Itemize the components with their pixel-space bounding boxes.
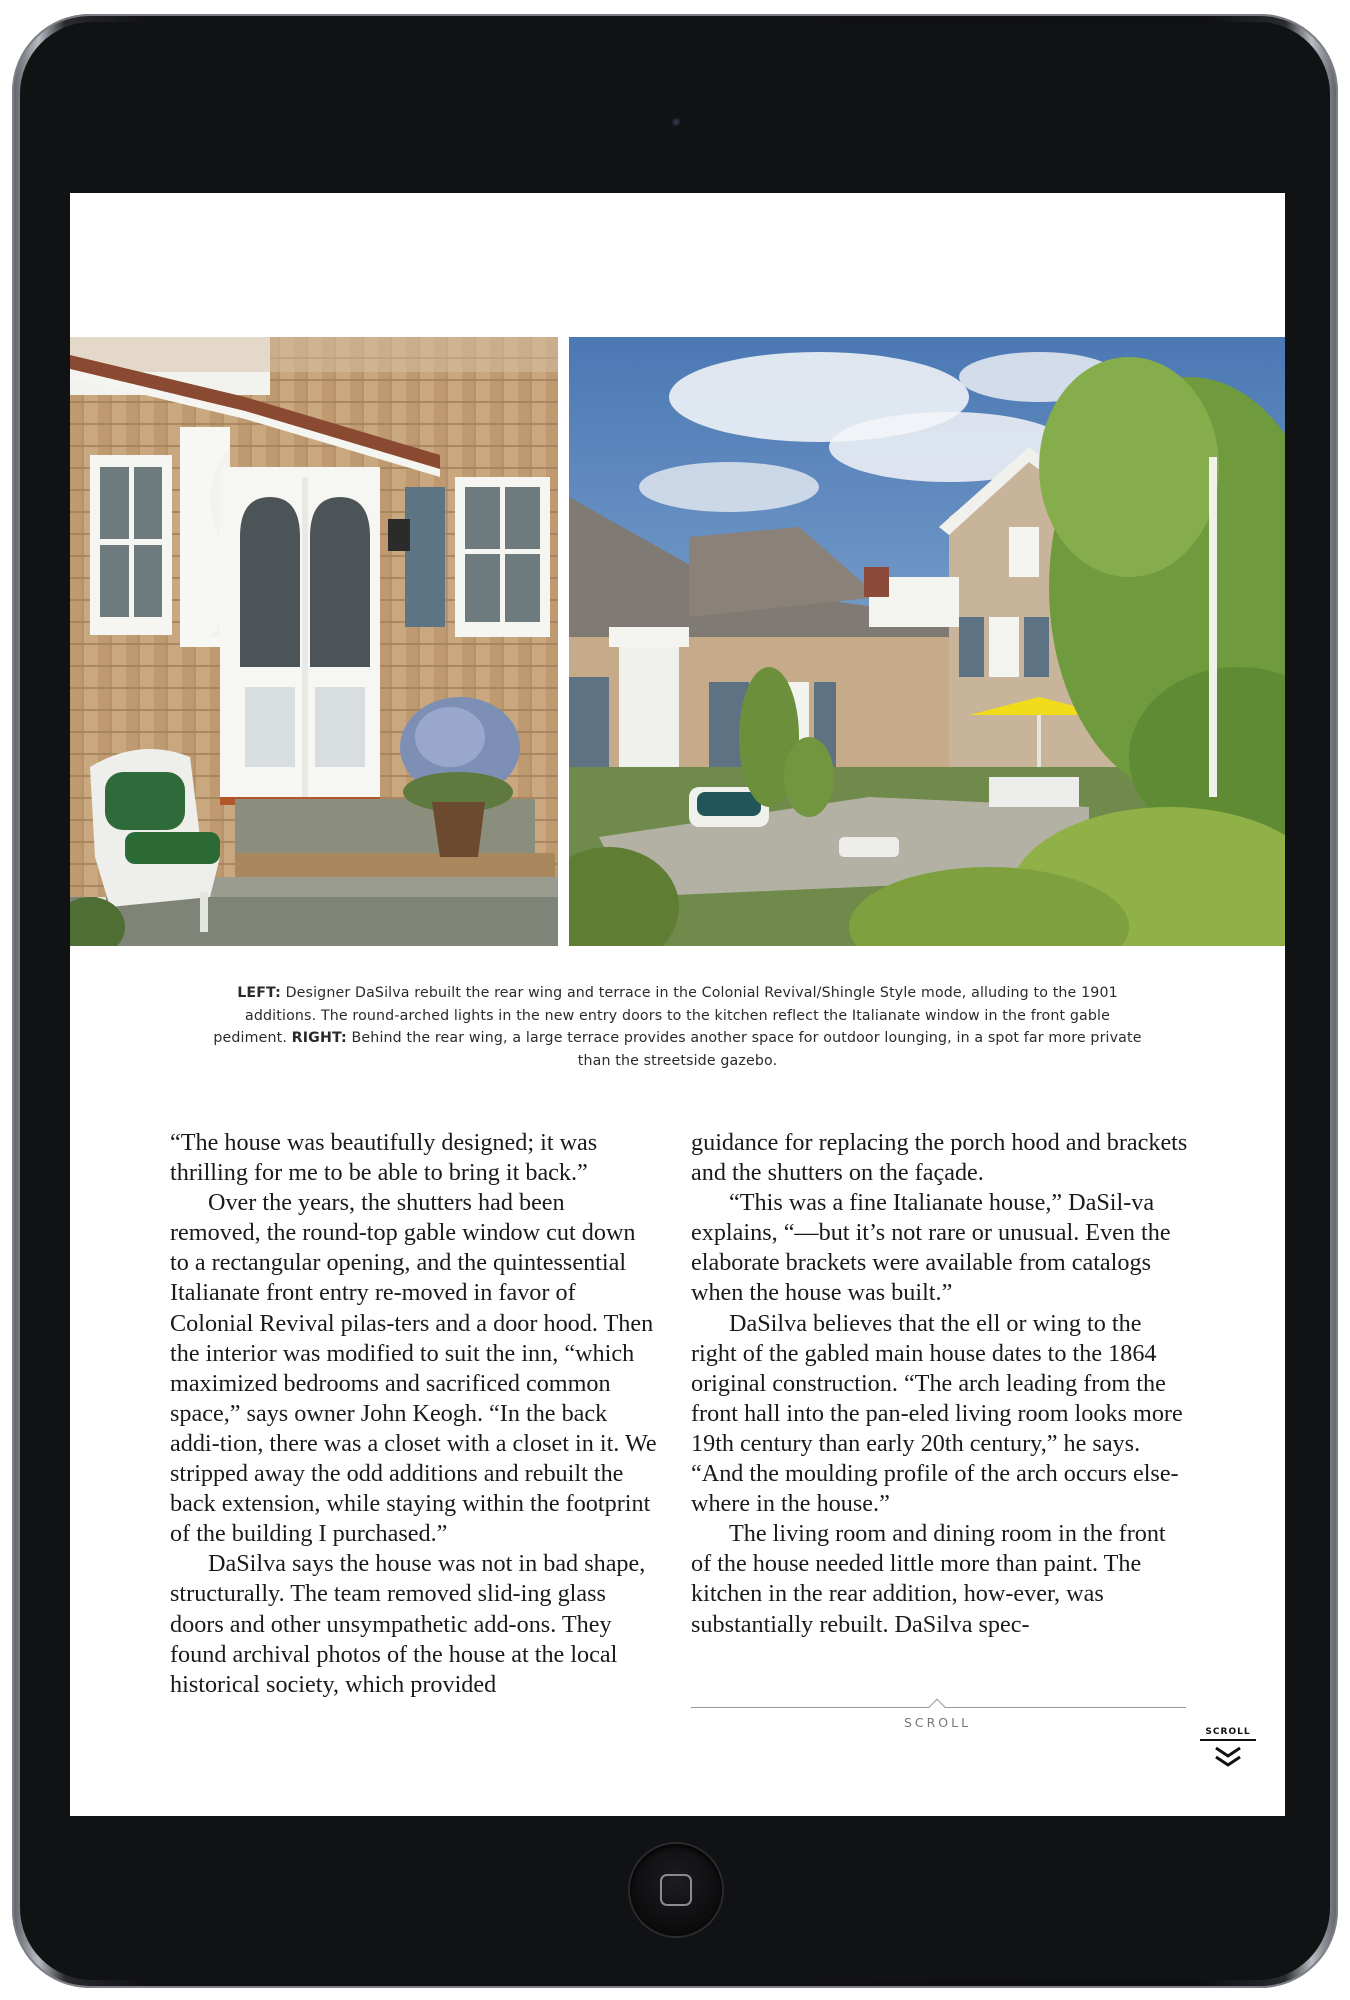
caption-left-tag: LEFT: xyxy=(237,985,281,1001)
photo-right-image xyxy=(569,337,1285,946)
scroll-corner-button[interactable] xyxy=(1200,1727,1256,1769)
article-paragraph: The living room and dining room in the front of the house needed little more than paint. The kitchen in the rear addition, how-ever, was substantially rebuilt. DaSilva spec- xyxy=(691,1520,1166,1638)
scroll-corner-label: SCROLL xyxy=(1200,1727,1256,1741)
article-paragraph: guidance for replacing the porch hood and brackets and the shutters on the façade. xyxy=(691,1129,1188,1187)
article-column-right xyxy=(691,1128,1191,1640)
article-paragraph: DaSilva believes that the ell or wing to the right of the gabled main house dates to the 1864 original construction. “The arch leading from the front hall into the pan-eled living room looks more 19th century than early 20th century,” he says. “And the moulding profile of the arch occurs else-where in the house.” xyxy=(691,1309,1183,1518)
article-paragraph: Over the years, the shutters had been removed, the round-top gable window cut down to a rectangular opening, and the quintessential Italianate front entry re-moved in favor of Colonial Revival pilas-ters and a door hood. Then the interior was modified to suit the inn, “which maximized bedrooms and sacrificed common space,” says owner John Keogh. “In the back addi-tion, there was a closet with a closet in it. We stripped away the odd additions and rebuilt the back extension, while staying within the footprint of the building I purchased.” xyxy=(170,1189,657,1548)
photo-caption xyxy=(210,982,1145,1072)
photo-left-rear-entry xyxy=(70,337,558,946)
photo-left-image xyxy=(70,337,558,946)
home-button-icon xyxy=(660,1874,692,1906)
photo-right-rear-terrace xyxy=(569,337,1285,946)
article-column-left xyxy=(170,1128,660,1700)
article-paragraph: “The house was beautifully designed; it was thrilling for me to be able to bring it back.” xyxy=(170,1129,598,1187)
caption-right-tag: RIGHT: xyxy=(291,1030,347,1046)
scroll-label[interactable]: SCROLL xyxy=(903,1715,972,1730)
article-paragraph: “This was a fine Italianate house,” DaSil-va explains, “—but it’s not rare or unusual. Even the elaborate brackets were available from catalogs when the house was built.” xyxy=(691,1189,1171,1307)
reader-screen xyxy=(70,193,1285,1816)
article-paragraph: DaSilva says the house was not in bad shape, structurally. The team removed slid-ing glass doors and other unsympathetic add-ons. They found archival photos of the house at the local historical society, which provided xyxy=(170,1550,646,1698)
camera-icon xyxy=(672,118,682,128)
scroll-up-caret-icon xyxy=(929,1699,946,1716)
double-chevron-down-icon xyxy=(1213,1745,1243,1769)
caption-left-text: Designer DaSilva rebuilt the rear wing and terrace in the Colonial Revival/Shingle Style mode, alluding to the 1901 additions. The round-arched lights in the new entry doors to the kitchen reflect the Italianate window in the front gable pediment. xyxy=(213,985,1118,1046)
caption-right-text: Behind the rear wing, a large terrace provides another space for outdoor lounging, in a spot far more private than the streetside gazebo. xyxy=(346,1030,1142,1069)
home-button[interactable] xyxy=(630,1844,722,1936)
